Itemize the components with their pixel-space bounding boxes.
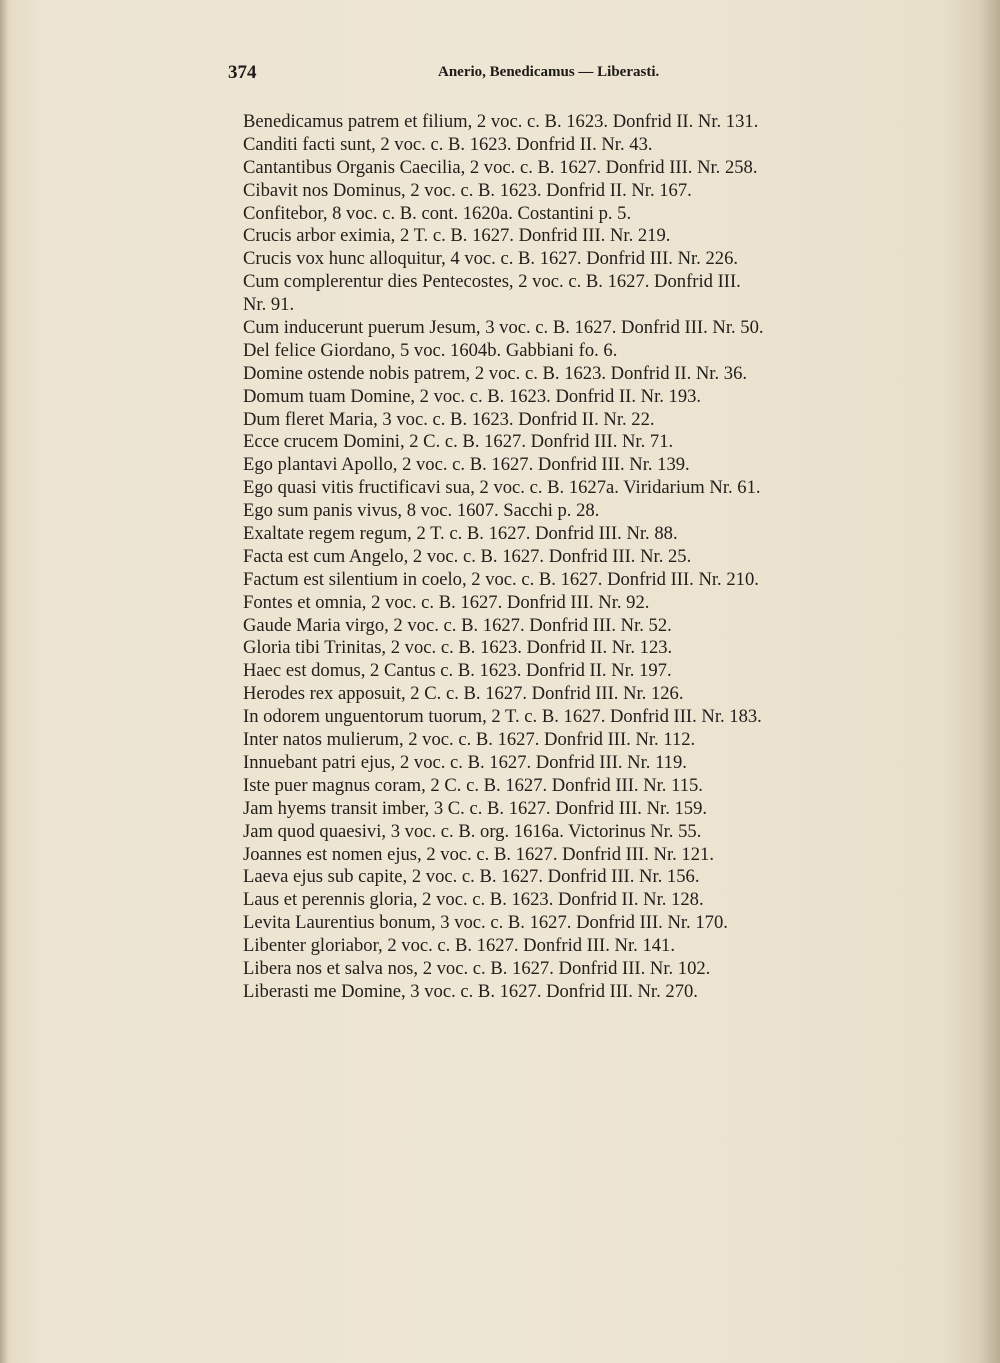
catalog-entry: Libera nos et salva nos, 2 voc. c. B. 1627. Donfrid III. Nr. 102.	[243, 957, 711, 979]
catalog-entry: Libenter gloriabor, 2 voc. c. B. 1627. Donfrid III. Nr. 141.	[243, 935, 675, 957]
catalog-entry: Innuebant patri ejus, 2 voc. c. B. 1627. Donfrid III. Nr. 119.	[243, 751, 687, 773]
catalog-entry: Levita Laurentius bonum, 3 voc. c. B. 1627. Donfrid III. Nr. 170.	[243, 912, 728, 934]
catalog-entry: Crucis arbor eximia, 2 T. c. B. 1627. Donfrid III. Nr. 219.	[243, 225, 671, 247]
catalog-entry: Ego sum panis vivus, 8 voc. 1607. Sacchi p. 28.	[243, 500, 600, 522]
catalog-entry: Cum complerentur dies Pentecostes, 2 voc. c. B. 1627. Donfrid III.	[243, 271, 741, 293]
catalog-entry: Joannes est nomen ejus, 2 voc. c. B. 1627. Donfrid III. Nr. 121.	[243, 843, 714, 865]
page-edge-shadow	[978, 0, 1000, 1363]
catalog-entry: Confitebor, 8 voc. c. B. cont. 1620a. Costantini p. 5.	[243, 202, 632, 224]
catalog-entry: Jam quod quaesivi, 3 voc. c. B. org. 1616a. Victorinus Nr. 55.	[243, 820, 702, 842]
catalog-entry: Crucis vox hunc alloquitur, 4 voc. c. B. 1627. Donfrid III. Nr. 226.	[243, 248, 739, 270]
catalog-entry: Cantantibus Organis Caecilia, 2 voc. c. B. 1627. Donfrid III. Nr. 258.	[243, 156, 758, 178]
running-head: Anerio, Benedicamus — Liberasti.	[438, 64, 660, 80]
catalog-entry: Domum tuam Domine, 2 voc. c. B. 1623. Donfrid II. Nr. 193.	[243, 385, 702, 407]
page-header	[222, 62, 922, 90]
catalog-entry: Exaltate regem regum, 2 T. c. B. 1627. Donfrid III. Nr. 88.	[243, 523, 678, 545]
catalog-entry: Canditi facti sunt, 2 voc. c. B. 1623. Donfrid II. Nr. 43.	[243, 133, 653, 155]
catalog-entry: Nr. 91.	[243, 294, 295, 316]
catalog-entry: Laeva ejus sub capite, 2 voc. c. B. 1627. Donfrid III. Nr. 156.	[243, 866, 700, 888]
catalog-entry: In odorem unguentorum tuorum, 2 T. c. B. 1627. Donfrid III. Nr. 183.	[243, 706, 762, 728]
catalog-entry: Facta est cum Angelo, 2 voc. c. B. 1627. Donfrid III. Nr. 25.	[243, 545, 692, 567]
catalog-entry: Cum inducerunt puerum Jesum, 3 voc. c. B. 1627. Donfrid III. Nr. 50.	[243, 317, 764, 339]
catalog-entry: Gaude Maria virgo, 2 voc. c. B. 1627. Donfrid III. Nr. 52.	[243, 614, 672, 636]
catalog-entry: Dum fleret Maria, 3 voc. c. B. 1623. Donfrid II. Nr. 22.	[243, 408, 655, 430]
catalog-entry-list	[243, 111, 923, 1004]
page-number: 374	[228, 62, 257, 83]
catalog-entry: Herodes rex apposuit, 2 C. c. B. 1627. Donfrid III. Nr. 126.	[243, 683, 684, 705]
catalog-entry: Gloria tibi Trinitas, 2 voc. c. B. 1623. Donfrid II. Nr. 123.	[243, 637, 673, 659]
catalog-entry: Ego quasi vitis fructificavi sua, 2 voc. c. B. 1627a. Viridarium Nr. 61.	[243, 477, 761, 499]
catalog-entry: Cibavit nos Dominus, 2 voc. c. B. 1623. Donfrid II. Nr. 167.	[243, 179, 692, 201]
catalog-entry: Laus et perennis gloria, 2 voc. c. B. 1623. Donfrid II. Nr. 128.	[243, 889, 704, 911]
page-binding-edge	[0, 0, 8, 1363]
catalog-entry: Benedicamus patrem et filium, 2 voc. c. B. 1623. Donfrid II. Nr. 131.	[243, 111, 759, 132]
catalog-entry: Iste puer magnus coram, 2 C. c. B. 1627. Donfrid III. Nr. 115.	[243, 774, 703, 796]
catalog-entry: Fontes et omnia, 2 voc. c. B. 1627. Donfrid III. Nr. 92.	[243, 591, 650, 613]
catalog-entry: Inter natos mulierum, 2 voc. c. B. 1627. Donfrid III. Nr. 112.	[243, 729, 696, 751]
catalog-entry: Factum est silentium in coelo, 2 voc. c. B. 1627. Donfrid III. Nr. 210.	[243, 568, 759, 590]
catalog-entry: Liberasti me Domine, 3 voc. c. B. 1627. Donfrid III. Nr. 270.	[243, 980, 698, 1002]
catalog-entry: Haec est domus, 2 Cantus c. B. 1623. Donfrid II. Nr. 197.	[243, 660, 672, 682]
catalog-entry: Domine ostende nobis patrem, 2 voc. c. B. 1623. Donfrid II. Nr. 36.	[243, 362, 748, 384]
catalog-entry: Jam hyems transit imber, 3 C. c. B. 1627. Donfrid III. Nr. 159.	[243, 797, 708, 819]
catalog-entry: Ego plantavi Apollo, 2 voc. c. B. 1627. Donfrid III. Nr. 139.	[243, 454, 690, 476]
catalog-entry: Ecce crucem Domini, 2 C. c. B. 1627. Donfrid III. Nr. 71.	[243, 431, 674, 453]
catalog-entry: Del felice Giordano, 5 voc. 1604b. Gabbiani fo. 6.	[243, 339, 618, 361]
